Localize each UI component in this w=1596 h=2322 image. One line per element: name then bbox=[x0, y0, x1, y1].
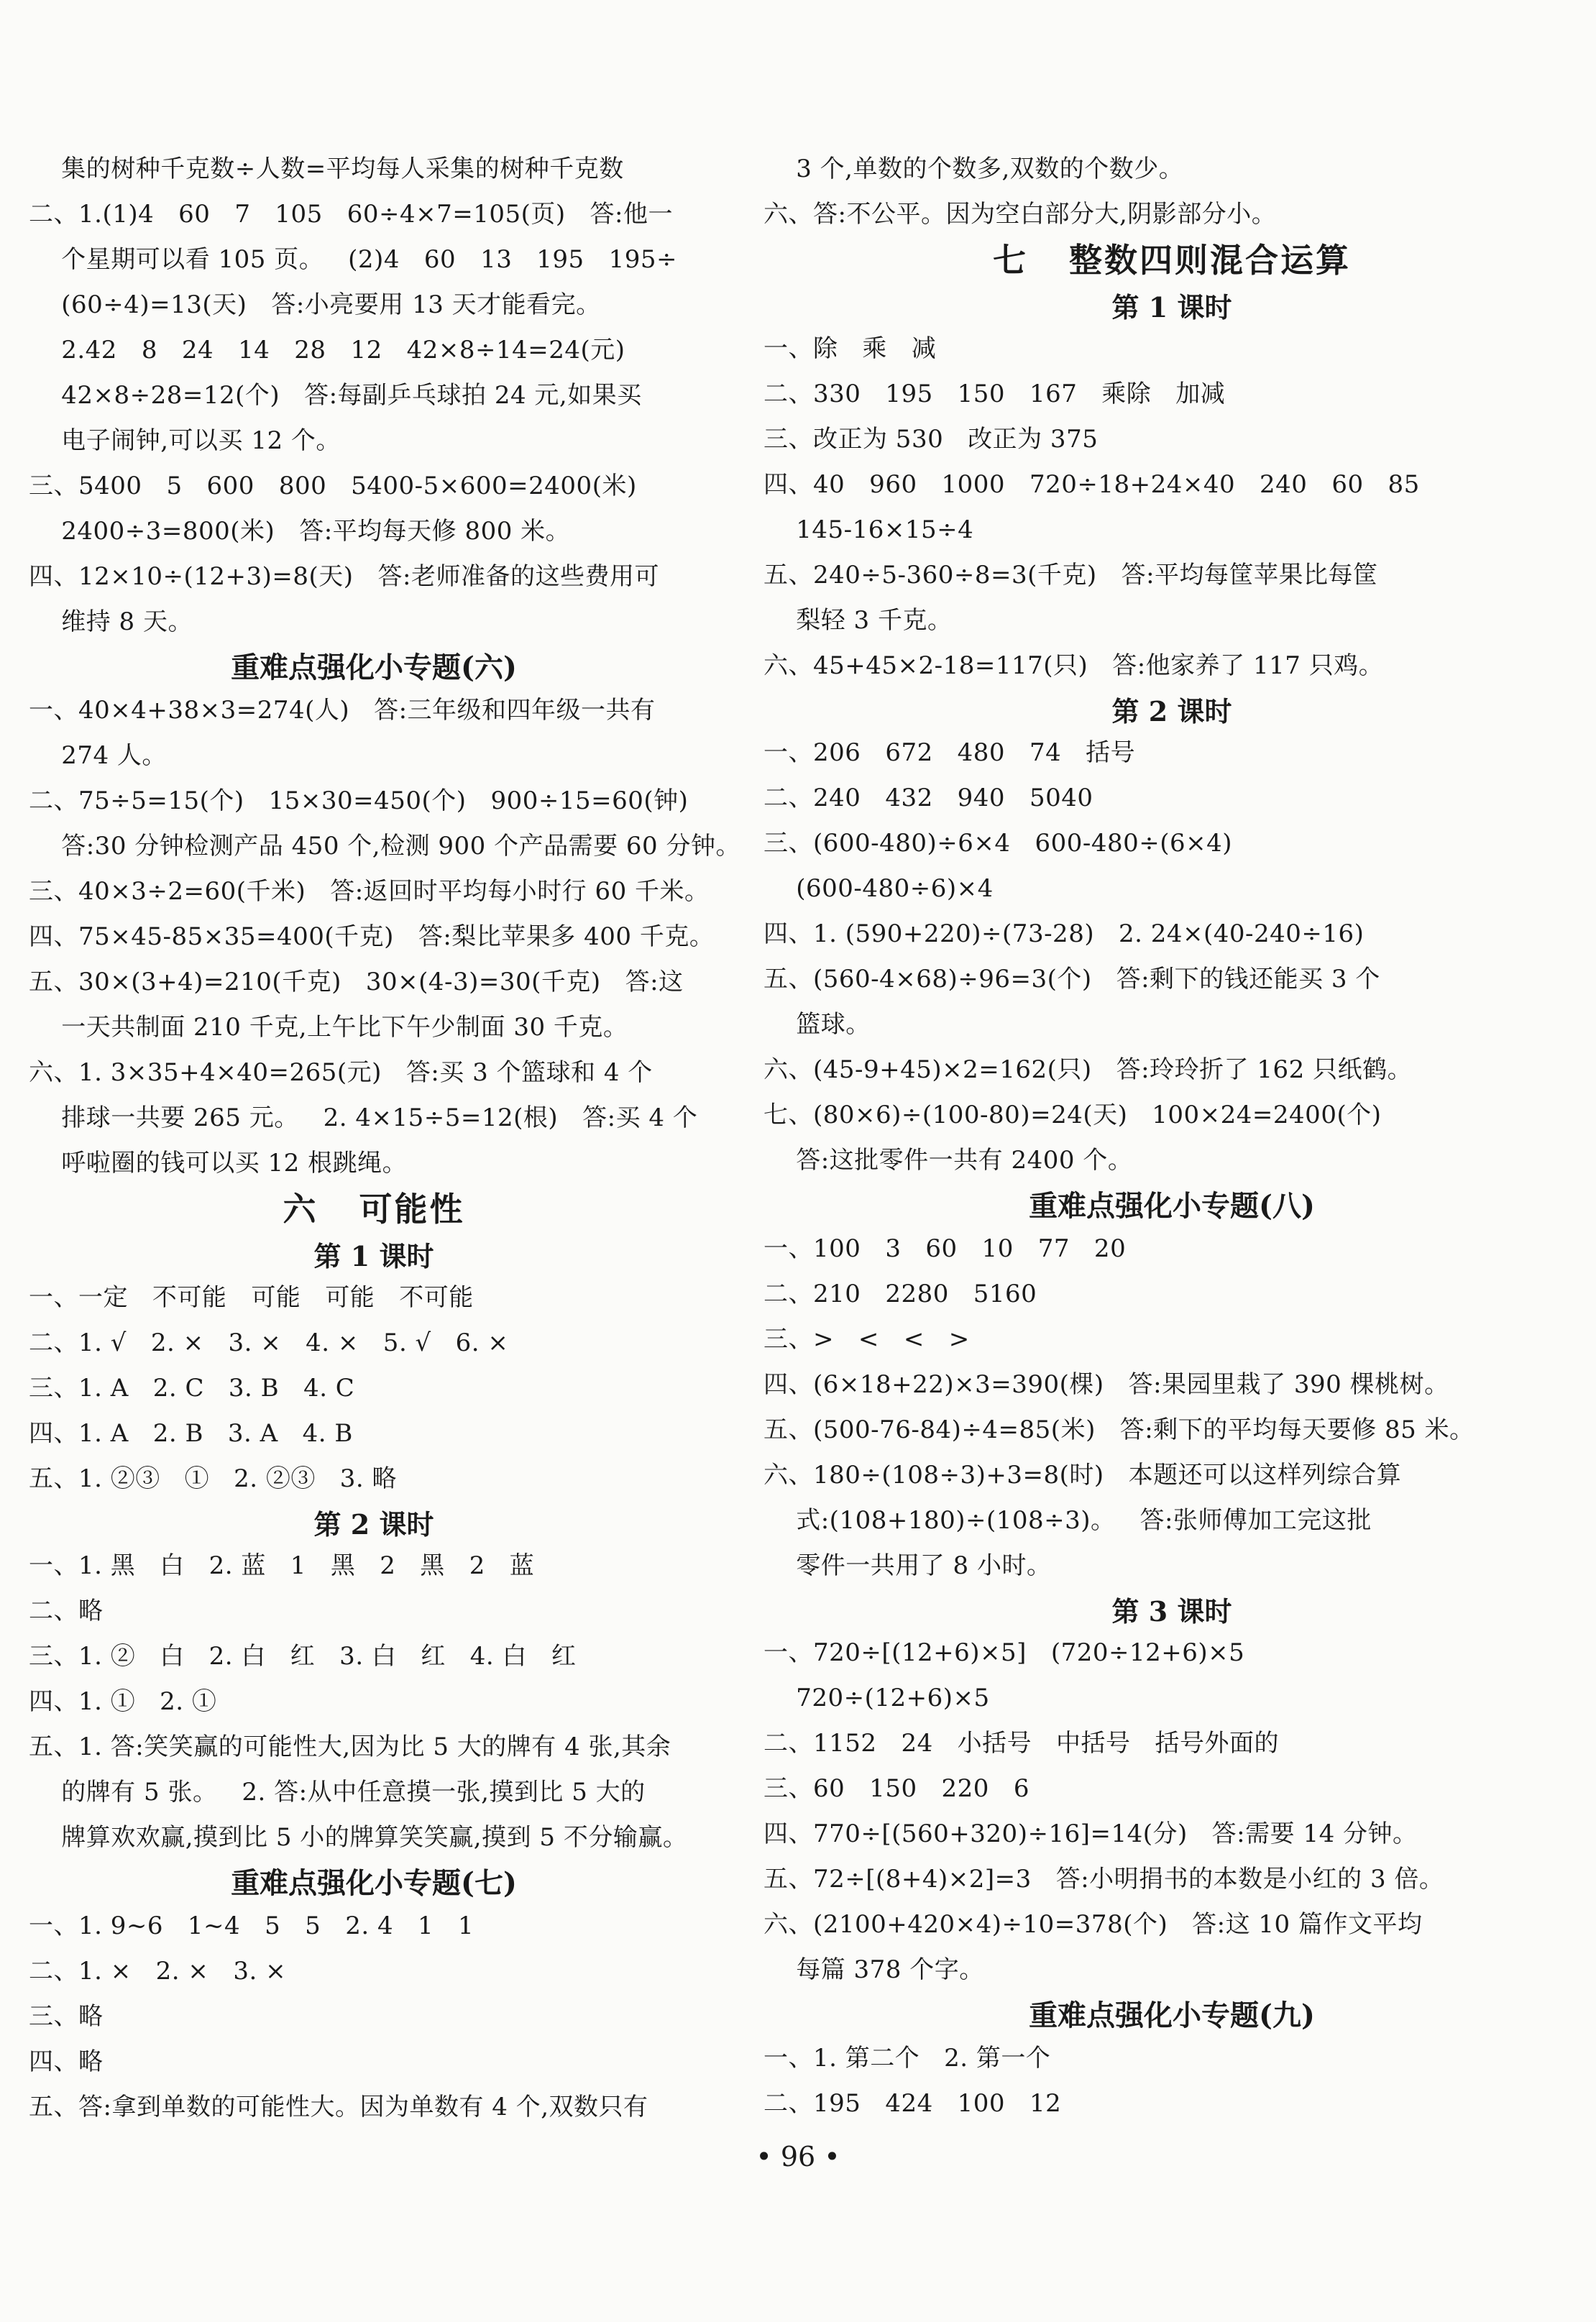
answer-line: 集的树种千克数÷人数=平均每人采集的树种千克数 bbox=[29, 155, 624, 183]
answer-line: 牌算欢欢赢,摸到比 5 小的牌算笑笑赢,摸到 5 不分输赢。 bbox=[29, 1823, 688, 1852]
answer-line: 五、(560-4×68)÷96=3(个) 答:剩下的钱还能买 3 个 bbox=[763, 965, 1380, 993]
answer-line: 六、180÷(108÷3)+3=8(时) 本题还可以这样列综合算 bbox=[763, 1461, 1402, 1490]
answer-line: 一、一定 不可能 可能 可能 不可能 bbox=[29, 1283, 474, 1312]
answer-line: 二、1.(1)4 60 7 105 60÷4×7=105(页) 答:他一 bbox=[29, 200, 674, 229]
answer-line: (600-480÷6)×4 bbox=[763, 874, 994, 903]
answer-line: 每篇 378 个字。 bbox=[763, 1955, 984, 1984]
answer-line: 五、(500-76-84)÷4=85(米) 答:剩下的平均每天要修 85 米。 bbox=[763, 1415, 1475, 1444]
lesson-heading: 第 1 课时 bbox=[313, 1240, 434, 1272]
answer-line: 零件一共用了 8 小时。 bbox=[763, 1551, 1052, 1580]
answer-line: 2400÷3=800(米) 答:平均每天修 800 米。 bbox=[29, 517, 571, 546]
answer-line: 三、40×3÷2=60(千米) 答:返回时平均每小时行 60 千米。 bbox=[29, 877, 710, 906]
lesson-heading: 第 3 课时 bbox=[1111, 1595, 1232, 1628]
answer-line: 维持 8 天。 bbox=[29, 607, 193, 636]
section-heading: 重难点强化小专题(七) bbox=[231, 1866, 517, 1900]
answer-line: 三、60 150 220 6 bbox=[763, 1774, 1029, 1803]
answer-line: 四、1. ① 2. ① bbox=[29, 1687, 217, 1716]
answer-line: 个星期可以看 105 页。 (2)4 60 13 195 195÷ bbox=[29, 245, 677, 274]
answer-line: 720÷(12+6)×5 bbox=[763, 1684, 990, 1712]
answer-line: 二、略 bbox=[29, 1597, 104, 1625]
answer-line: 四、(6×18+22)×3=390(棵) 答:果园里栽了 390 棵桃树。 bbox=[763, 1370, 1449, 1399]
answer-line: 二、1152 24 小括号 中括号 括号外面的 bbox=[763, 1729, 1279, 1758]
answer-line: 三、改正为 530 改正为 375 bbox=[763, 425, 1099, 454]
lesson-heading: 第 1 课时 bbox=[1111, 291, 1232, 323]
answer-line: 五、1. ②③ ① 2. ②③ 3. 略 bbox=[29, 1464, 398, 1493]
answer-line: 三、略 bbox=[29, 2002, 104, 2031]
answer-line: 六、(45-9+45)×2=162(只) 答:玲玲折了 162 只纸鹤。 bbox=[763, 1055, 1413, 1084]
answer-line: 五、答:拿到单数的可能性大。因为单数有 4 个,双数只有 bbox=[29, 2093, 648, 2121]
answer-line: 五、30×(3+4)=210(千克) 30×(4-3)=30(千克) 答:这 bbox=[29, 968, 684, 996]
answer-line: 排球一共要 265 元。 2. 4×15÷5=12(根) 答:买 4 个 bbox=[29, 1103, 698, 1132]
answer-line: 一天共制面 210 千克,上午比下午少制面 30 千克。 bbox=[29, 1013, 628, 1042]
answer-line: 145-16×15÷4 bbox=[763, 515, 974, 544]
answer-line: 答:30 分钟检测产品 450 个,检测 900 个产品需要 60 分钟。 bbox=[29, 832, 740, 861]
answer-line: 一、1. 第二个 2. 第一个 bbox=[763, 2044, 1051, 2073]
answer-line: 六、45+45×2-18=117(只) 答:他家养了 117 只鸡。 bbox=[763, 651, 1384, 680]
answer-line: 篮球。 bbox=[763, 1010, 871, 1039]
answer-line: 三、(600-480)÷6×4 600-480÷(6×4) bbox=[763, 829, 1233, 858]
answer-line: (60÷4)=13(天) 答:小亮要用 13 天才能看完。 bbox=[29, 290, 601, 319]
answer-line: 三、1. A 2. C 3. B 4. C bbox=[29, 1374, 355, 1403]
lesson-heading: 第 2 课时 bbox=[1111, 695, 1232, 728]
answer-line: 3 个,单数的个数多,双数的个数少。 bbox=[763, 155, 1184, 183]
section-heading: 重难点强化小专题(九) bbox=[1029, 1999, 1315, 2032]
answer-line: 三、1. ② 白 2. 白 红 3. 白 红 4. 白 红 bbox=[29, 1642, 577, 1671]
section-heading: 重难点强化小专题(六) bbox=[231, 651, 517, 684]
answer-line: 二、1. × 2. × 3. × bbox=[29, 1957, 287, 1986]
answer-line: 二、1. √ 2. × 3. × 4. × 5. √ 6. × bbox=[29, 1329, 509, 1357]
answer-line: 电子闹钟,可以买 12 个。 bbox=[29, 426, 341, 455]
answer-line: 2.42 8 24 14 28 12 42×8÷14=24(元) bbox=[29, 336, 625, 364]
chapter-heading: 六 可能性 bbox=[283, 1190, 465, 1229]
chapter-heading: 七 整数四则混合运算 bbox=[992, 241, 1352, 280]
answer-line: 四、略 bbox=[29, 2047, 104, 2076]
answer-line: 274 人。 bbox=[29, 741, 167, 770]
answer-line: 四、1. A 2. B 3. A 4. B bbox=[29, 1419, 353, 1448]
answer-line: 四、40 960 1000 720÷18+24×40 240 60 85 bbox=[763, 470, 1420, 499]
answer-line: 四、12×10÷(12+3)=8(天) 答:老师准备的这些费用可 bbox=[29, 562, 659, 591]
answer-line: 四、770÷[(560+320)÷16]=14(分) 答:需要 14 分钟。 bbox=[763, 1819, 1418, 1848]
answer-line: 四、75×45-85×35=400(千克) 答:梨比苹果多 400 千克。 bbox=[29, 922, 715, 951]
answer-line: 五、72÷[(8+4)×2]=3 答:小明捐书的本数是小红的 3 倍。 bbox=[763, 1865, 1444, 1894]
answer-line: 呼啦圈的钱可以买 12 根跳绳。 bbox=[29, 1149, 408, 1178]
answer-line: 六、1. 3×35+4×40=265(元) 答:买 3 个篮球和 4 个 bbox=[29, 1058, 653, 1087]
answer-line: 二、75÷5=15(个) 15×30=450(个) 900÷15=60(钟) bbox=[29, 786, 689, 815]
lesson-heading: 第 2 课时 bbox=[313, 1508, 434, 1541]
answer-line: 42×8÷28=12(个) 答:每副乒乓球拍 24 元,如果买 bbox=[29, 381, 642, 410]
answer-line: 三、> < < > bbox=[763, 1325, 970, 1354]
answer-line: 四、1. (590+220)÷(73-28) 2. 24×(40-240÷16) bbox=[763, 919, 1365, 948]
answer-line: 答:这批零件一共有 2400 个。 bbox=[763, 1146, 1133, 1175]
page-number: • 96 • bbox=[756, 2141, 840, 2172]
answer-line: 一、40×4+38×3=274(人) 答:三年级和四年级一共有 bbox=[29, 696, 656, 725]
answer-line: 二、330 195 150 167 乘除 加减 bbox=[763, 380, 1226, 408]
section-heading: 重难点强化小专题(八) bbox=[1029, 1189, 1315, 1223]
answer-line: 一、206 672 480 74 括号 bbox=[763, 738, 1136, 767]
answer-line: 一、720÷[(12+6)×5] (720÷12+6)×5 bbox=[763, 1638, 1245, 1667]
answer-line: 一、100 3 60 10 77 20 bbox=[763, 1234, 1127, 1263]
answer-line: 六、(2100+420×4)÷10=378(个) 答:这 10 篇作文平均 bbox=[763, 1910, 1423, 1939]
answer-line: 的牌有 5 张。 2. 答:从中任意摸一张,摸到比 5 大的 bbox=[29, 1778, 646, 1807]
answer-line: 二、195 424 100 12 bbox=[763, 2089, 1062, 2118]
answer-line: 六、答:不公平。因为空白部分大,阴影部分小。 bbox=[763, 200, 1277, 229]
answer-line: 一、除 乘 减 bbox=[763, 334, 937, 363]
answer-line: 一、1. 黑 白 2. 蓝 1 黑 2 黑 2 蓝 bbox=[29, 1551, 535, 1580]
answer-line: 七、(80×6)÷(100-80)=24(天) 100×24=2400(个) bbox=[763, 1101, 1382, 1129]
answer-line: 梨轻 3 千克。 bbox=[763, 606, 953, 635]
answer-line: 式:(108+180)÷(108÷3)。 答:张师傅加工完这批 bbox=[763, 1506, 1372, 1535]
answer-line: 五、240÷5-360÷8=3(千克) 答:平均每筐苹果比每筐 bbox=[763, 561, 1378, 589]
answer-line: 三、5400 5 600 800 5400-5×600=2400(米) bbox=[29, 472, 637, 500]
answer-line: 二、210 2280 5160 bbox=[763, 1280, 1037, 1308]
answer-line: 一、1. 9~6 1~4 5 5 2. 4 1 1 bbox=[29, 1912, 474, 1940]
answer-line: 五、1. 答:笑笑赢的可能性大,因为比 5 大的牌有 4 张,其余 bbox=[29, 1733, 671, 1761]
answer-line: 二、240 432 940 5040 bbox=[763, 784, 1093, 812]
